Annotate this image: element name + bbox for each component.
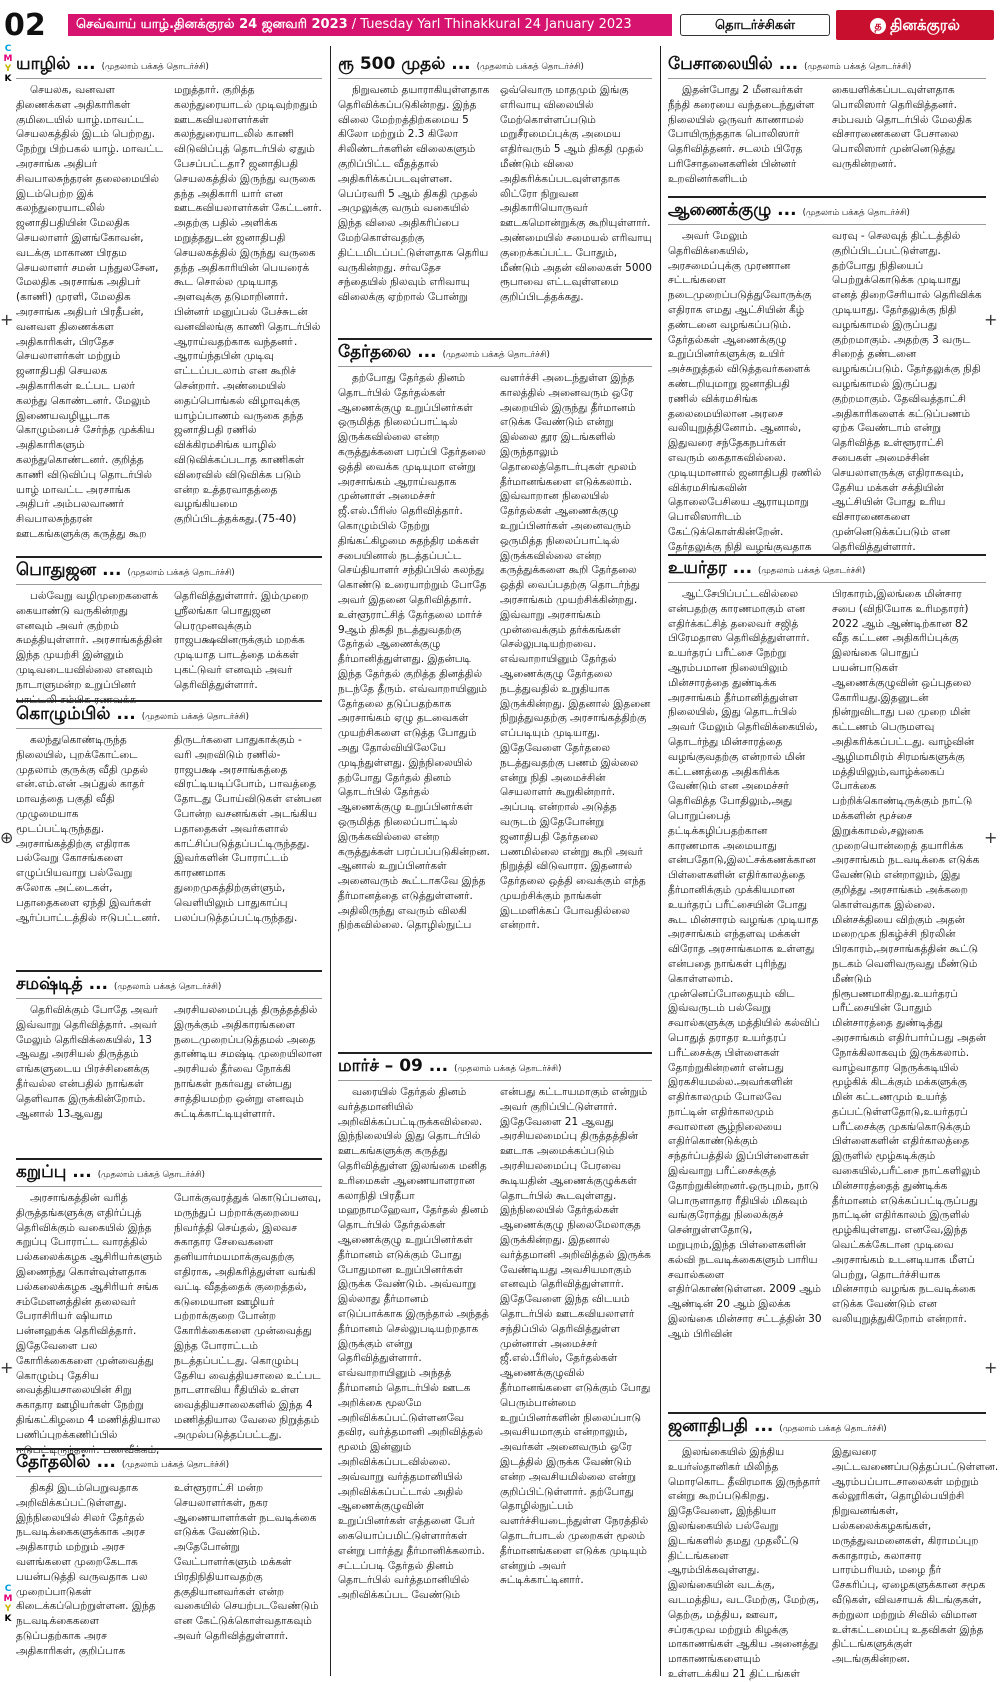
article-therthalai — [338, 342, 652, 1050]
article-title: சமஷ்டித் ... — [16, 974, 109, 994]
article-header — [338, 54, 652, 79]
registration-mark-icon: + — [984, 828, 998, 847]
article-separator — [16, 556, 322, 558]
article-separator — [668, 1412, 986, 1414]
cmyk-m: M — [3, 54, 13, 64]
article-body — [668, 587, 986, 1342]
english-date: / Tuesday Yarl Thinakkural 24 January 2023 — [351, 17, 632, 32]
article-body — [16, 1481, 322, 1659]
article-header — [668, 558, 986, 583]
registration-mark-icon: + — [0, 310, 14, 329]
continuation-note: (முதலாம் பக்கத் தொடர்ச்சி) — [476, 62, 584, 72]
article-text: அவர் மேலும் தெரிவிக்கையில், அரசமைப்புக்கு முரணான சட்டங்களை நடைமுறைப்படுத்துவோருக்கு எதிராக எமது ஆட்சியின் கீழ் தண்டனை வழங்கப்படும். தேர்தல்கள் ஆணைக்குழு உறுப்பினர்களுக்கு உயிர் அச்சுறுத்தல் விடுத்தவர்களைக் கண்டறியுமாறு ஜனாதிபதி ரணில் விக்ரமசிங்க தலைமையிலான அரசை வலியுறுத்தினோம். ஆனால், இதுவரை சந்தேகநபர்கள் எவரும் கைதாகவில்லை. முடியுமானால் ஜனாதிபதி ரணில் விக்ரமசிங்கவின் தொலைபேசியை ஆராயுமாறு பொலிஸாரிடம் கேட்டுக்கொள்கின்றேன். தேர்தலுக்கு நிதி வழங்குவதாக வரவு - செலவுத் திட்டத்தில் குறிப்பிடப்பட்டுள்ளது. தற்போது நிதியைப் பெற்றுக்கொடுக்க முடியாது எனத் திறைசேரியால் தெரிவிக்க முடியாது. தேர்தலுக்கு நிதி வழங்காமல் இருப்பது குற்றமாகும். அதற்கு 3 வருட சிறைத் தண்டனை வழங்கப்படும். தேர்தலுக்கு நிதி வழங்காமல் இருப்பது குற்றமாகும். தேவிவத்தாட்சி அதிகாரிகளைக் கட்டுப்பணம் ஏற்க வேண்டாம் என்று தெரிவித்த உள்ளூராட்சி சபைகள் அமைச்சின் செயலாளருக்கு எதிராகவும், தேசிய மக்கள் சக்தியின் ஆட்சியின் போது உரிய விசாரணைகளை முன்னெடுக்கப்படும் என தெரிவித்துள்ளார். — [668, 230, 982, 553]
article-title: ஆணைக்குழு ... — [668, 200, 797, 220]
cmyk-m: M — [3, 1594, 13, 1604]
continuation-note: (முதலாம் பக்கத் தொடர்ச்சி) — [97, 1170, 205, 1180]
page-number: 02 — [4, 8, 46, 43]
continuation-note: (முதலாம் பக்கத் தொடர்ச்சி) — [779, 1424, 887, 1434]
article-header — [16, 54, 322, 79]
article-text: தற்போது தேர்தல் தினம் தொடர்பில் தேர்தல்கள் ஆணைக்குழு உறுப்பினர்கள் ஒருமித்த நிலைப்பாட்டில் இருக்கவில்லை என்ற கருத்துக்களை பரப்பி தேர்தலை ஒத்தி வைக்க முடியுமா என்று அரசாங்கம் ஆராய்வதாக முன்னாள் அமைச்சர் ஜீ.எல்.பீரிஸ் தெரிவித்தார். கொழும்பில் நேற்று திங்கட்கிழமை சுதந்திர மக்கள் சபையினால் நடத்தப்பட்ட செய்தியாளர் சந்திப்பில் கலந்து கொண்டு உரையாற்றும் போதே அவர் இதனை தெரிவித்தார். உள்ளூராட்சித் தேர்தலை மார்ச் 9ஆம் திகதி நடத்துவதற்கு தேர்தல் ஆணைக்குழு தீர்மானித்துள்ளது. இதன்படி இந்த தேர்தல் குறித்த தினத்தில் நடந்தே தீரும். எவ்வாறாயினும் தேர்தலை தடுப்பதற்காக அரசாங்கம் ஏழு தடவைகள் முயற்சிகளை எடுத்த போதும் அது தோல்வியிலேயே முடிந்துள்ளது. இந்நிலையில் தற்போது தேர்தல் தினம் தொடர்பில் தேர்தல் ஆணைக்குழு உறுப்பினர்கள் ஒருமித்த நிலைப்பாட்டில் இருக்கவில்லை என்ற கருத்துக்கள் பரப்பப்படுகின்றன. ஆனால் உறுப்பினர்கள் அனைவரும் கூட்டாகவே இந்த தீர்மானத்தை எடுத்துள்ளனர். அதிலிருந்து எவரும் விலகி நிற்கவில்லை. தொழில்நுட்ப வளர்ச்சி அடைந்துள்ள இந்த காலத்தில் அனைவரும் ஒரே அறையில் இருந்து தீர்மானம் எடுக்க வேண்டும் என்று இல்லை தூர இடங்களில் இருந்தாலும் தொலைத்தொடர்புகள் மூலம் தீர்மானங்களை எடுக்கலாம். இவ்வாறான நிலையில் தேர்தல்கள் ஆணைக்குழு உறுப்பினர்கள் அனைவரும் ஒருமித்த நிலைப்பாட்டில் இருக்கவில்லை என்ற கருத்துக்களை கூறி தேர்தலை ஒத்தி வைப்பதற்கு தொடர்ந்து அரசாங்கம் முயற்சிக்கின்றது. இவ்வாறு அரசாங்கம் முன்வைக்கும் தர்க்கங்கள் செல்லுபடியற்றவை. எவ்வாறாயினும் தேர்தல் ஆணைக்குழு தேர்தலை நடத்துவதில் உறுதியாக இருக்கின்றது. இதனால் இதனை நிறுத்துவதற்கு அரசாங்கத்திற்கு எப்படியும் முடியாது. இதேவேளை தேர்தலை நடத்துவதற்கு பணம் இல்லை என்று நிதி அமைச்சின் செயலாளர் கூறுகின்றார். அப்படி என்றால் அடுத்த வருடம் இதேபோன்று ஜனாதிபதி தேர்தலை பணமில்லை என்று கூறி அவர் நிறுத்தி விடுவாரா. இதனால் தேர்தலை ஒத்தி வைக்கும் எந்த முயற்சிக்கும் நாங்கள் இடமளிக்கப் போவதில்லை என்றார். — [338, 372, 651, 932]
article-text: வரையில் தேர்தல் தினம் வர்த்தமானியில் அறிவிக்கப்பட்டிருக்கவில்லை. இந்நிலையில் இது தொடர்பில் ஊடகங்களுக்கு கருத்து தெரிவித்துள்ள இலங்கை மனித உரிமைகள் ஆணையாளரான கலாநிதி பிரதீபா மஹநாமஹேவா, தேர்தல் தினம் தொடர்பில் தேர்தல்கள் ஆணைக்குழு உறுப்பினர்கள் தீர்மானம் எடுக்கும் போது போதுமான உறுப்பினர்கள் இருக்க வேண்டும். அவ்வாறு இல்லாது தீர்மானம் எடுப்பாக்காக இருந்தால் அந்தத் தீர்மானம் செல்லுபடியற்றதாக இருக்கும் என்று தெரிவித்துள்ளார். எவ்வாறாயினும் அந்தத் தீர்மானம் தொடர்பில் ஊடக அறிக்கை மூலமே அறிவிக்கப்பட்டுள்ளனவே தவிர, வர்த்தமானி அறிவித்தல் மூலம் இன்னும் அறிவிக்கப்படவில்லை. அவ்வாறு வர்த்தமானியில் அறிவிக்கப்பட்டால் அதில் ஆணைக்குழுவின் உறுப்பினர்கள் எத்தனை பேர் கையொப்பமிட்டுள்ளார்கள் என்று பார்த்து தீர்மானிக்கலாம். சட்டப்படி தேர்தல் தினம் தொடர்பில் வர்த்தமானியில் அறிவிக்கப்பட வேண்டும் என்பது கட்டாயமாகும் என்றும் அவர் குறிப்பிட்டுள்ளார். இதேவேளை 21 ஆவது அரசியலமைப்பு திருத்தத்தின் ஊடாக அமைக்கப்படும் அரசியலமைப்பு பேரவை கூடியதின் ஆணைக்குழுக்கள் தொடர்பில் கூடவுள்ளது. இந்நிலையில் தேர்தல்கள் ஆணைக்குழு நிலைமேலாகுத இருக்கின்றது. இதனால் வர்த்தமானி அறிவித்தல் இருக்க வேண்டியது அவசியமாகும் எனவும் தெரிவித்துள்ளார். இதேவேளை இந்த விடயம் தொடர்பில் ஊடகவியலாளர் சந்திப்பில் தெரிவித்துள்ள முன்னாள் அமைச்சர் ஜீ.எல்.பீரிஸ், தேர்தல்கள் ஆணைக்குழுவில் தீர்மானங்களை எடுக்கும் போது பெரும்பான்மை உறுப்பினர்களின் நிலைப்பாடு அவசியமாகும் என்றாலும், அவர்கள் அனைவரும் ஒரே இடத்தில் இருக்க வேண்டும் என்ற அவசியமில்லை என்று குறிப்பிட்டுள்ளார். தற்போது தொழில்நுட்பம் வளர்ச்சியடைந்துள்ள நேரத்தில் தொடர்பாடல் முறைகள் மூலம் தீர்மானங்களை எடுக்க முடியும் என்றும் அவர் சுட்டிக்காட்டினார். — [338, 1086, 651, 1602]
article-janathipathi — [668, 1416, 999, 1680]
article-anaikkuzhu — [668, 200, 986, 552]
article-text: செயலக, வனவள திணைக்கள அதிகாரிகள் குமிடையில் யாழ்.மாவட்ட செயலகத்தில் இடம் பெற்றது. நேற்று பிற்பகல் யாழ். மாவட்ட அரசாங்க அதிபர் சிவபாலசுந்தரன் தலைமையில் இடம்பெற்ற இக் கலந்துரையாடலில் ஜனாதிபதியின் மேலதிக செயலாளர் இளங்கோவன், வடக்கு மாகாண பிரதம செயலாளர் சமன் பந்துலசேன, மேலதிக அரசாங்க அதிபர் (காணி) முரளி, மேலதிக அரசாங்க அதிபர் பிரதீபன், வனவள திணைக்கள அதிகாரிகள், பிரதேச செயலாளர்கள் மற்றும் ஜனாதிபதி செயலக அதிகாரிகள் உட்பட பலர் கலந்து கொண்டனர். மேலும் இணையவழியூடாக கொழும்பைச் சேர்ந்த முக்கிய அதிகாரிகளும் கலந்துகொண்டனர். குறித்த காணி விடுவிப்பு தொடர்பில் யாழ் மாவட்ட அரசாங்க அதிபர் அம்பலவாணர் சிவபாலசுந்தரன் ஊடகங்களுக்கு கருத்து கூற மறுத்தார். குறித்த கலந்துரையாடல் முடிவுற்றதும் ஊடகவியலாளர்கள் கலந்துரையாடலில் காணி விடுவிப்புத் தொடர்பில் ஏதும் பேசப்பட்டதா? ஜனாதிபதி செயலகத்தில் இருந்து வருகை தந்த அதிகாரி யார் என ஊடகவியலாளர்கள் கேட்டனர். அதற்கு பதில் அளிக்க மறுத்ததுடன் ஜனாதிபதி செயலகத்தில் இருந்து வருகை தந்த அதிகாரியின் பெயரைக் கூட சொல்ல முடியாத அளவுக்கு தடுமாறினார். பின்னர் மனுப்பல் பேச்சுடன் வனவிலங்கு காணி தொடர்பில் ஆராய்வதற்காக வந்தனா். ஆராய்ந்தபின் முடிவு எட்டப்படலாம் என கூறிச் சென்றார். அண்மையில் தைப்பொங்கல் விழாவுக்கு யாழ்ப்பாணம் வருகை தந்த ஜனாதிபதி ரணில் விக்கிரமசிங்க யாழில் விடுவிக்கப்படாத காணிகள் விரைவில் விடுவிக்க படும் என்ற உத்தரவாதத்தை வழங்கியமை குறிப்பிடத்தக்கது.(75-40) — [16, 84, 322, 540]
article-text: அரசாங்கத்தின் வரித் திருத்தங்களுக்கு எதிர்ப்புத் தெரிவிக்கும் வகையில் இந்த கறுப்பு போராட்ட வாரத்தில் பல்கலைக்கழக ஆசிரியர்களும் இணைந்து கொள்வுள்ளதாக பல்கலைக்கழக ஆசிரியர் சங்க சம்மேளனத்தின் தலைவர் பேராசிரியர் ஷியாம பன்னஹக்க தெரிவித்தார். இதேவேளை பல கோரிக்கைகளை முன்வைத்து கொழும்பு தேசிய வைத்தியசாலையின் சிறு சுகாதார ஊழியர்கள் நேற்று திங்கட்கிழமை 4 மணித்தியால பணிப்புறக்கணிப்பில் போக்குவரத்துக் கொடுப்பனவு, மருந்துப் பற்றாக்குறையை நிவர்த்தி செய்தல், இலவச சுகாதார சேவைகளை தனியார்மயமாக்குவதற்கு எதிராக, அதிகரித்துள்ள வங்கி வட்டி வீதத்தைக் குறைத்தல், கடுமையான ஊழியர் பற்றாக்குறை போன்ற கோரிக்கைகளை முன்வைத்து இந்த போராட்டம் நடத்தப்பட்டது. கொழும்பு தேசிய வைத்தியசாலை உட்பட நாடளாவிய ரீதியில் உள்ள வைத்தியசாலைகளில் இந்த 4 மணித்தியால வேலை நிறுத்தம் அமுல்படுத்தப்பட்டது. — [16, 1192, 322, 1441]
article-body — [16, 733, 322, 925]
article-header — [16, 974, 322, 999]
article-header — [16, 560, 322, 585]
article-body — [338, 371, 652, 933]
article-rs500 — [338, 54, 652, 336]
continuation-note: (முதலாம் பக்கத் தொடர்ச்சி) — [101, 62, 209, 72]
article-text: இதன்போது 2 மீனவர்கள் நீந்தி கரையை வந்தடைந்துள்ள நிலையில் ஒருவர் காணாமல் போயிருந்ததாக பொலிஸார் தெரிவித்தனர். சடலம் பிரேத பரிசோதனைகளின் பின்னர் உறவினர்களிடம் கையளிக்கப்படவுள்ளதாக பொலிஸார் தெரிவித்தனர். சம்பவம் தொடர்பில் மேலதிக விசாரணைகளை பேசாலை பொலிஸார் முன்னெடுத்து வருகின்றனர். — [668, 84, 972, 185]
article-separator — [16, 1448, 322, 1450]
cmyk-k: K — [4, 74, 12, 84]
newspaper-logo — [836, 10, 994, 40]
cmyk-y: Y — [4, 1604, 12, 1614]
article-body — [16, 83, 322, 542]
article-body — [668, 229, 986, 555]
article-body — [668, 83, 986, 187]
page-header — [0, 0, 1000, 52]
article-separator — [16, 970, 322, 972]
continuation-note: (முதலாம் பக்கத் தொடர்ச்சி) — [114, 982, 222, 992]
registration-mark-icon: + — [984, 310, 998, 329]
continuation-note: (முதலாம் பக்கத் தொடர்ச்சி) — [804, 62, 912, 72]
article-yazhil — [16, 54, 322, 554]
article-title: பேசாலையில் ... — [668, 54, 799, 74]
article-header — [338, 342, 652, 367]
article-header — [668, 200, 986, 225]
article-header — [668, 1416, 986, 1441]
article-text: திகதி இடம்பெறுவதாக அறிவிக்கப்பட்டுள்ளது. இந்நிலையில் சிலர் தேர்தல் நடவடிக்கைகளுக்காக அரச அதிகாரம் மற்றும் அரச வளங்களை முறைகேடாக பயன்படுத்தி வருவதாக பல முறைப்பாடுகள் கிடைக்கப்பெற்றுள்ளன. இந்த நடவடிக்கைகளை தடுப்பதற்காக அரச அதிகாரிகள், குறிப்பாக உள்ளூராட்சி மன்ற செயலாளர்கள், நகர ஆணையாளர்கள் நடவடிக்கை எடுக்க வேண்டும். அதேபோன்று வேட்பாளர்களும் மக்கள் பிரதிநிதியாவதற்கு தகுதியானவர்கள் என்ற வகையில் செயற்படவேண்டும் என கேட்டுக்கொள்வதாகவும் அவர் தெரிவித்துள்ளார். — [16, 1482, 319, 1657]
article-uyarthara — [668, 558, 986, 1410]
article-text: பல்வேறு வழிமுறைகளைக் கையாண்டு வருகின்றது எனவும் அவர் குற்றம் சுமத்தியுள்ளார். அரசாங்கத்தின் இந்த முயற்சி இன்னும் முடிவடையவில்லை எனவும் நாடாளுமன்ற உறுப்பினர் தெரிவித்துள்ளார். இம்முறை ஸ்ரீலங்கா பொதுஜன பெரமுனவுக்கும் ராஜபக்ஷவினருக்கும் மறக்க முடியாத பாடத்தை மக்கள் புகட்டுவர் எனவும் அவர் தெரிவித்துள்ளார். — [16, 590, 309, 691]
article-title: யாழில் ... — [16, 54, 96, 74]
article-text: ஆட்சேபிப்பட்டவில்லை என்பதற்கு காரணமாகும் என எதிர்க்கட்சித் தலைவர் சஜித் பிரேமதாஸ தெரிவித்துள்ளார். உயர்தரப் பரீட்சை நேற்று ஆரம்பமான நிலையிலும் மின்சாரத்தை துண்டிக்க அரசாங்கம் தீர்மானித்துள்ள நிலையில், இது தொடர்பில் அவர் மேலும் தெரிவிக்கையில், தொடர்ந்து மின்சாரத்தை வழங்குவதற்கு என்றால் மின் கட்டணத்தை அதிகரிக்க வேண்டும் என அமைச்சர் தெரிவித்த போதிலும்,அது பொறுப்பைத் தட்டிக்கழிப்பதற்கான காரணமாக அமையாது என்பதோடு,இலட்சக்கணக்கான பிள்ளைகளின் எதிர்காலத்தை தீர்மானிக்கும் முக்கியமான உயர்தரப் பரீட்சையின் போது கூட மின்சாரம் வழங்க முடியாத அரசாங்கம் எந்தளவு மக்கள் விரோத அரசாங்கமாக உள்ளது என்பதை நாங்கள் புரிந்து கொள்ளலாம். முன்னெப்போதையும் விட இவ்வருடம் பல்வேறு சவால்களுக்கு மத்தியில் கல்விப் பொதுத் தராதர உயர்தரப் பரீட்சைக்கு பிள்ளைகள் தோற்றுகின்றனர் என்பது இரகசியமல்ல.அவர்களின் எதிர்காலமும் போலவே நாட்டின் எதிர்காலமும் சவாலான சூழ்நிலையை எதிர்கொண்டுக்கும் சந்தர்ப்பத்தில் இப்பிள்ளைகள் இவ்வாறு பரீட்சைக்குத் தோற்றுகின்றனர்.ஒருபுறம், நாடு பொருளாதார ரீதியில் மிகவும் வங்குரோத்து நிலைக்குச் சென்றுள்ளதோடு, மறுபுறம்,இந்த பிள்ளைகளின் கல்வி நடவடிக்கைகளும் பாரிய சவால்களை எதிர்கொண்டுள்ளன. 2009 ஆம் ஆண்டின் 20 ஆம் இலக்க இலங்கை மின்சார சட்டத்தின் 30 ஆம் பிரிவின் பிரகாரம்,இலங்கை மின்சார சபை (விநியோக உரிமதாரர்) 2022 ஆம் ஆண்டிற்கான 82 வீத கட்டண அதிகரிப்புக்கு இலங்கை பொதுப் பயன்பாடுகள் ஆணைக்குழுவின் ஒப்புதலை கோரியது.இதனுடன் நின்றுவிடாது பல முறை மின் கட்டணம் பெருமளவு அதிகரிக்கப்பட்டது. வாழ்வின் ஆழிமாமிரம் சிரமங்களுக்கு மத்தியிலும்,வாழ்க்கைப் போக்கை பற்றிக்கொண்டிருக்கும் நாட்டு மக்களின் மூச்சை இறுக்காமல்,சலுகை முறையொன்றைத் தயாரிக்க அரசாங்கம் நடவடிக்கை எடுக்க வேண்டும் என்றாலும், இது குறித்து அரசாங்கம் அக்கறை கொள்வதாக இல்லை. மின்சக்தியை விற்கும் அதன் மறைமுக நிகழ்ச்சி நிரலின் பிரகாரம்,அரசாங்கத்தின் கூட்டு நடகம் வெளிவருவது மீண்டும் மீண்டும் நிரூபணமாகிறது.உயர்தரப் பரீட்சையின் போதும் மின்சாரத்தை துண்டித்து அரசாங்கம் எதிர்பார்ப்பது அதன் நோக்கிலாகவும் இருக்கலாம். வாழ்வாதார நெருக்கடியில் மூழ்கிக் கிடக்கும் மக்களுக்கு மின் கட்டணமும் உயர்த் தப்பட்டுள்ளதோடு,உயர்தரப் பரீட்சைக்கு முகங்கொடுக்கும் பிள்ளைகளின் எதிர்காலத்தை இருளில் மூழ்கடிக்கும் வகையில்,பரீட்சை நாட்களிலும் மின்சாரத்தைத் துண்டிக்க தீர்மானம் எடுக்கப்பட்டிருப்பது நாட்டின் எதிர்காலம் இருளில் மூழ்கியுள்ளது. எனவே,இந்த வெட்கக்கேடான முடிவை அரசாங்கம் உடனடியாக மீளப் பெற்று, தொடர்ச்சியாக மின்சாரம் வழங்க நடவடிக்கை எடுக்க வேண்டும் என வலியுறுத்துகிறோம் என்றார். — [668, 588, 986, 1340]
article-separator — [338, 1052, 652, 1054]
article-text: கலந்துகொண்டிருந்த நிலையில், புறக்கோட்டை முதலாம் குருக்கு வீதி முதல் என்.எம்.என் அப்துல் காதர் மாவத்தை பகுதி வீதி முழுமையாக மூடப்பட்டிருந்தது. அரசாங்கத்திற்கு எதிராக பல்வேறு கோசங்களை எழுப்பியவாறு பல்வேறு சுலோக அட்டைகள், பதாதைகளை ஏந்தி இவர்கள் ஆர்ப்பாட்டத்தில் ஈடுபட்டனர். திருடர்களை பாதுகாக்கும் - வரி அறவிடும் ரணில்-ராஜபக்ஷ அரசாங்கத்தை விரட்டியடிப்போம், பாவத்தை தோடது போய்விடுகள் என்பன போன்ற வசனங்கள் அடங்கிய பதாதைகள் அவர்களால் காட்சிப்படுத்தப்பட்டிருந்தது. இவர்களின் போராட்டம் காரணமாக துறைமுகத்திற்குள்ளும், வெளியிலும் பாதுகாப்பு பலப்படுத்தப்பட்டிருந்தது. — [16, 734, 322, 924]
cmyk-marks-bottom — [2, 1584, 14, 1624]
logo-mark-icon: த — [870, 18, 886, 34]
continuation-note: (முதலாம் பக்கத் தொடர்ச்சி) — [802, 208, 910, 218]
cmyk-y: Y — [4, 64, 12, 74]
registration-mark-icon: ⊕ — [0, 828, 14, 847]
continuation-note: (முதலாம் பக்கத் தொடர்ச்சி) — [442, 350, 550, 360]
article-body — [338, 1085, 652, 1603]
continuation-note: (முதலாம் பக்கத் தொடர்ச்சி) — [121, 1460, 230, 1470]
article-text: தெரிவிக்கும் போதே அவர் இவ்வாறு தெரிவித்தார். அவர் மேலும் தெரிவிக்கையில், 13 ஆவது அரசியல் திருத்தம் எங்களுடைய பிரச்சினைக்கு தீர்வல்ல என்பதில் நாங்கள் தெளிவாக இருக்கின்றோம். ஆனால் 13ஆவது அரசியலமைப்புத் திருத்தத்தில் இருக்கும் அதிகாரங்களை நடைமுறைப்படுத்தமல் அதை தாண்டிய சமஷ்டி முறையிலான அரசியல் தீர்வை நோக்கி நாங்கள் நகர்வது என்பது சாத்தியமற்ற ஒன்று எனவும் சுட்டிக்காட்டியுள்ளார். — [16, 1004, 322, 1120]
article-text: இலங்கையில் இந்திய உயர்ஸ்தானிகர் மிலிந்த மொரகொட தீவிரமாக இருந்தார் என்று கூறப்படுகிறது. இதேவேளை, இந்தியா இலங்கையில் பல்வேறு இடங்களில் தமது முதலீட்டு திட்டங்களை ஆரம்பிக்கவுள்ளது. இலங்கையின் வடக்கு, வடமத்திய, வடமேற்கு, மேற்கு, தெற்கு, மத்திய, ஊவா, சப்ரகமுவ மற்றும் கிழக்கு மாகாணங்கள் ஆகிய அனைத்து மாகாணங்களையும் உள்ளடக்கிய 21 திட்டங்கள் இதுவரை அட்டவணைப்படுத்தப்பட்டுள்ளன. ஆரம்பப்பாடசாலைகள் மற்றும் கல்லூரிகள், தொழில்பயிற்சி நிறுவனங்கள், பல்கலைக்கழகங்கள், மருத்துவமனைகள், கிராமப்புற சுகாதாரம், கலாசார பாரம்பரியம், மழை நீர் சேகரிப்பு, ஏழைகளுக்கான சமூக வீடுகள், விவசாயக் கிடங்குகள், சுற்றுலா மற்றும் சிவில் விமான உள்கட்டமைப்பு உதவிகள் இந்த திட்டங்களுக்குள் அடங்குகின்றன. — [668, 1446, 999, 1680]
article-samashti — [16, 974, 322, 1156]
section-label: தொடர்ச்சிகள் — [680, 14, 830, 36]
article-body — [668, 1445, 999, 1682]
article-march09 — [338, 1056, 652, 1676]
article-header — [16, 704, 322, 729]
cmyk-c: C — [4, 1584, 12, 1594]
article-separator — [16, 700, 322, 702]
article-body — [16, 589, 322, 707]
article-text: நிறுவனம் தயாராகியுள்ளதாக தெரிவிக்கப்படுகின்றது. இந்த விலை மேற்றத்திற்கமைய 5 கிலோ மற்றும் 2.3 கிலோ சிலிண்டர்களின் விலைகளும் குறிப்பிட்ட வீதத்தால் அதிகரிக்கப்படவுள்ளன. பெப்ரவரி 5 ஆம் திகதி முதல் அமுலுக்கு வரும் வகையில் இந்த விலை அதிகரிப்பை மேற்கொள்வதற்கு திட்டமிடப்பட்டுள்ளதாக தெரிய வருகின்றது. சர்வதேச சந்தையில் நிலவும் எரிவாயு விலைக்கு ஏற்றால் போன்று ஒவ்வொரு மாதமும் இங்கு எரிவாயு விலையில் மேற்கொள்ளப்படும் மறுசீரமைப்புக்கு அமைய எதிர்வரும் 5 ஆம் திகதி முதல் மீண்டும் விலை அதிகரிக்கப்படவுள்ளதாக லிட்ரோ நிறுவன அதிகாரியொருவர் ஊடகமொன்றுக்கு கூறியுள்ளார். அண்மையில் சமையல் எரிவாயு குறைக்கப்பட்ட போதும், மீண்டும் அதன் விலைகள் 5000 ரூபாவை எட்டவுள்ளமை குறிப்பிடத்தக்கது. — [338, 84, 652, 304]
continuation-note: (முதலாம் பக்கத் தொடர்ச்சி) — [454, 1064, 562, 1074]
article-separator — [338, 338, 652, 340]
registration-mark-icon: + — [0, 1358, 14, 1377]
column-rule — [660, 46, 661, 1676]
article-podujana — [16, 560, 322, 698]
registration-mark-icon: + — [984, 1358, 998, 1377]
article-title: கறுப்பு ... — [16, 1162, 92, 1182]
article-separator — [668, 196, 986, 198]
article-separator — [16, 1158, 322, 1160]
article-header — [16, 1452, 322, 1477]
continuation-note: (முதலாம் பக்கத் தொடர்ச்சி) — [127, 568, 235, 578]
tamil-date: செவ்வாய் யாழ்.தினக்குரல் 24 ஜனவரி 2023 — [76, 17, 348, 32]
date-banner — [68, 14, 672, 36]
continuation-note: (முதலாம் பக்கத் தொடர்ச்சி) — [141, 712, 249, 722]
continuation-note: (முதலாம் பக்கத் தொடர்ச்சி) — [758, 566, 866, 576]
article-body — [16, 1003, 322, 1121]
cmyk-k: K — [4, 1614, 12, 1624]
article-body — [338, 83, 652, 305]
article-title: மார்ச் – 09 ... — [338, 1056, 449, 1076]
article-title: ஜனாதிபதி ... — [668, 1416, 774, 1436]
article-karuppu — [16, 1162, 322, 1446]
cmyk-marks-top — [2, 44, 14, 84]
article-title: தேர்தலில் ... — [16, 1452, 116, 1472]
article-title: உயர்தர ... — [668, 558, 753, 578]
article-pesalai — [668, 54, 986, 194]
article-body — [16, 1191, 322, 1457]
article-colombo — [16, 704, 322, 968]
article-header — [338, 1056, 652, 1081]
article-therthalil — [16, 1452, 322, 1676]
cmyk-c: C — [4, 44, 12, 54]
article-title: கொழும்பில் ... — [16, 704, 136, 724]
logo-text: தினக்குரல் — [890, 16, 960, 34]
column-rule — [330, 46, 331, 1676]
article-header — [16, 1162, 322, 1187]
article-title: பொதுஜன ... — [16, 560, 122, 580]
article-separator — [668, 554, 986, 556]
article-title: தேர்தலை ... — [338, 342, 437, 362]
article-header — [668, 54, 986, 79]
article-title: ரூ 500 முதல் ... — [338, 54, 471, 74]
